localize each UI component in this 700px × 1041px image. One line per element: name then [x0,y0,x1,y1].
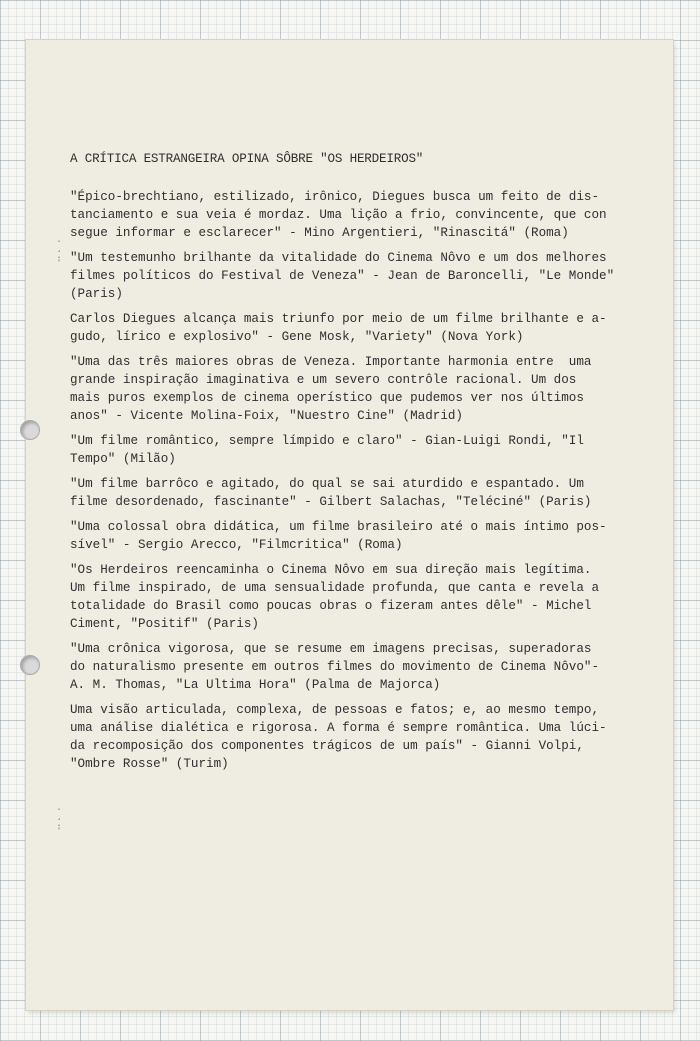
quote-line: "Uma das três maiores obras de Veneza. Importante harmonia entre uma [70,355,592,369]
quote-line: da recomposição dos componentes trágicos de um país" - Gianni Volpi, [70,739,584,753]
quote-line: filme desordenado, fascinante" - Gilbert Salachas, "Teléciné" (Paris) [70,495,592,509]
quote-line: uma análise dialética e rigorosa. A forma é sempre romântica. Uma lúci- [70,721,607,735]
quotes-list [70,188,630,773]
review-quote [70,561,630,633]
punch-hole [20,655,40,675]
quote-line: "Ombre Rosse" (Turim) [70,757,229,771]
typewritten-sheet [26,40,673,1010]
quote-line: "Épico-brechtiano, estilizado, irônico, Diegues busca um feito de dis- [70,190,600,204]
quote-line: (Paris) [70,287,123,301]
quote-line: "Um testemunho brilhante da vitalidade do Cinema Nôvo e um dos melhores [70,251,607,265]
review-quote [70,518,630,554]
quote-line: mais puros exemplos de cinema operístico que pudemos ver nos últimos [70,391,584,405]
margin-pencil-mark: . ¸ . ' [56,802,63,837]
quote-line: sível" - Sergio Arecco, "Filmcritica" (Roma) [70,538,403,552]
quote-line: "Um filme romântico, sempre límpido e claro" - Gian-Luigi Rondi, "Il [70,434,584,448]
review-quote [70,310,630,346]
review-quote [70,475,630,511]
quote-line: "Um filme barrôco e agitado, do qual se sai aturdido e espantado. Um [70,477,584,491]
quote-line: Carlos Diegues alcança mais triunfo por meio de um filme brilhante e a- [70,312,607,326]
quote-line: totalidade do Brasil como poucas obras o fizeram antes dêle" - Michel [70,599,592,613]
quote-line: Tempo" (Milão) [70,452,176,466]
quote-line: grande inspiração imaginativa e um severo contrôle racional. Um dos [70,373,577,387]
document-title: A CRÍTICA ESTRANGEIRA OPINA SÔBRE "OS HERDEIROS" [70,152,424,166]
quote-line: Ciment, "Positif" (Paris) [70,617,259,631]
review-quote [70,249,630,303]
review-quote [70,353,630,425]
quote-line: A. M. Thomas, "La Ultima Hora" (Palma de Majorca) [70,678,441,692]
quote-line: do naturalismo presente em outros filmes do movimento de Cinema Nôvo"- [70,660,600,674]
punch-hole [20,420,40,440]
quote-line: Um filme inspirado, de uma sensualidade profunda, que canta e revela a [70,581,600,595]
quote-line: tanciamento e sua veia é mordaz. Uma lição a frio, convincente, que con [70,208,607,222]
quote-line: filmes políticos do Festival de Veneza" - Jean de Baroncelli, "Le Monde" [70,269,615,283]
review-quote [70,701,630,773]
quote-line: "Uma colossal obra didática, um filme brasileiro até o mais íntimo pos- [70,520,607,534]
quote-line: anos" - Vicente Molina-Foix, "Nuestro Cine" (Madrid) [70,409,463,423]
margin-pencil-mark: . ¸ . ' [56,234,63,269]
review-quote [70,640,630,694]
quote-line: "Os Herdeiros reencaminha o Cinema Nôvo em sua direção mais legítima. [70,563,592,577]
quote-line: Uma visão articulada, complexa, de pessoas e fatos; e, ao mesmo tempo, [70,703,600,717]
quote-line: gudo, lírico e explosivo" - Gene Mosk, "Variety" (Nova York) [70,330,524,344]
review-quote [70,188,630,242]
review-quote [70,432,630,468]
document-body [70,150,630,780]
quote-line: segue informar e esclarecer" - Mino Argentieri, "Rinascitá" (Roma) [70,226,569,240]
quote-line: "Uma crônica vigorosa, que se resume em imagens precisas, superadoras [70,642,592,656]
